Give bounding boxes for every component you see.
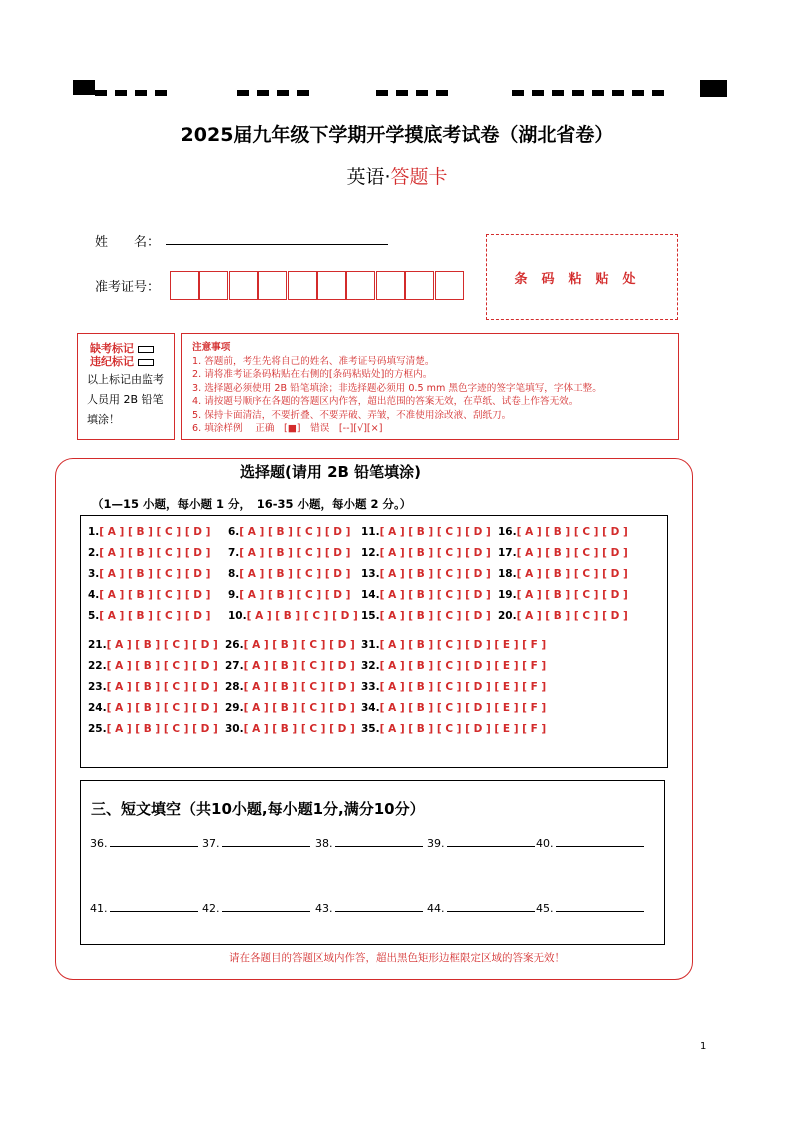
- id-digit-box[interactable]: [376, 271, 405, 300]
- choice-question[interactable]: [361, 547, 491, 559]
- answer-options[interactable]: [ A ] [ B ] [ C ] [ D ]: [516, 610, 628, 622]
- answer-options[interactable]: [ A ] [ B ] [ C ] [ D ]: [246, 610, 358, 622]
- notes-box: [181, 333, 679, 440]
- blank-line[interactable]: [222, 845, 310, 847]
- timing-dash: [155, 90, 167, 96]
- timing-dash: [416, 90, 428, 96]
- answer-options[interactable]: [ A ] [ B ] [ C ] [ D ] [ E ] [ F ]: [379, 702, 547, 714]
- answer-options[interactable]: [ A ] [ B ] [ C ] [ D ]: [243, 660, 355, 672]
- question-number: 17.: [498, 547, 517, 559]
- question-number: 23.: [88, 681, 107, 693]
- choice-question[interactable]: [225, 639, 355, 651]
- answer-options[interactable]: [ A ] [ B ] [ C ] [ D ]: [106, 660, 218, 672]
- choice-question[interactable]: [361, 702, 546, 714]
- blank-number: 45.: [536, 902, 554, 915]
- timing-dash: [592, 90, 604, 96]
- choice-question[interactable]: [228, 568, 350, 580]
- answer-options[interactable]: [ A ] [ B ] [ C ] [ D ]: [516, 526, 628, 538]
- question-number: 12.: [361, 547, 380, 559]
- choice-question[interactable]: [225, 660, 355, 672]
- answer-options[interactable]: [ A ] [ B ] [ C ] [ D ]: [243, 702, 355, 714]
- blank-line[interactable]: [335, 845, 423, 847]
- answer-options[interactable]: [ A ] [ B ] [ C ] [ D ]: [99, 568, 211, 580]
- choice-question[interactable]: [361, 610, 491, 622]
- id-digit-box[interactable]: [317, 271, 346, 300]
- choice-question[interactable]: [228, 610, 358, 622]
- choice-question[interactable]: [228, 526, 350, 538]
- question-number: 25.: [88, 723, 107, 735]
- answer-options[interactable]: [ A ] [ B ] [ C ] [ D ]: [243, 681, 355, 693]
- subject-label: 英语·: [346, 166, 391, 188]
- question-number: 14.: [361, 589, 380, 601]
- id-digit-box[interactable]: [170, 271, 199, 300]
- fill-blank-item: [427, 902, 535, 915]
- timing-dash: [512, 90, 524, 96]
- fill-blank-item: [536, 902, 644, 915]
- timing-dash: [376, 90, 388, 96]
- answer-options[interactable]: [ A ] [ B ] [ C ] [ D ] [ E ] [ F ]: [379, 639, 547, 651]
- question-number: 30.: [225, 723, 244, 735]
- timing-dash: [277, 90, 289, 96]
- id-digit-box[interactable]: [288, 271, 317, 300]
- blank-line[interactable]: [556, 910, 644, 912]
- timing-dash: [95, 90, 107, 96]
- id-digit-box[interactable]: [346, 271, 375, 300]
- answer-options[interactable]: [ A ] [ B ] [ C ] [ D ]: [516, 589, 628, 601]
- violation-mark-row: [90, 353, 154, 369]
- choice-question[interactable]: [498, 610, 628, 622]
- mark-note-1: 以上标记由监考: [87, 373, 164, 386]
- answer-options[interactable]: [ A ] [ B ] [ C ] [ D ]: [239, 589, 351, 601]
- fill-section-title: 三、短文填空（共10小题,每小题1分,满分10分）: [91, 800, 425, 818]
- answer-options[interactable]: [ A ] [ B ] [ C ] [ D ]: [243, 723, 355, 735]
- absent-mark-checkbox[interactable]: [138, 346, 154, 353]
- choice-question[interactable]: [361, 681, 546, 693]
- question-number: 22.: [88, 660, 107, 672]
- question-number: 1.: [88, 526, 100, 538]
- question-number: 10.: [228, 610, 247, 622]
- choice-question[interactable]: [88, 547, 210, 559]
- blank-number: 37.: [202, 837, 220, 850]
- choice-question[interactable]: [228, 589, 350, 601]
- choice-section-subtitle: （1—15 小题，每小题 1 分， 16-35 小题，每小题 2 分。）: [92, 497, 412, 511]
- blank-number: 44.: [427, 902, 445, 915]
- question-number: 7.: [228, 547, 240, 559]
- choice-question[interactable]: [88, 589, 210, 601]
- timing-dash: [237, 90, 249, 96]
- timing-dash: [652, 90, 664, 96]
- question-number: 33.: [361, 681, 380, 693]
- question-number: 11.: [361, 526, 380, 538]
- choice-question[interactable]: [88, 702, 218, 714]
- question-number: 13.: [361, 568, 380, 580]
- notes-title: 注意事项: [192, 342, 231, 353]
- answer-options[interactable]: [ A ] [ B ] [ C ] [ D ]: [99, 589, 211, 601]
- mark-note-3: 填涂！: [87, 413, 120, 426]
- area-warning: 请在各题目的答题区域内作答，超出黑色矩形边框限定区域的答案无效！: [229, 952, 565, 964]
- note-item: 1. 答题前，考生先将自己的姓名、准考证号码填写清楚。: [192, 356, 435, 367]
- question-number: 31.: [361, 639, 380, 651]
- question-number: 20.: [498, 610, 517, 622]
- question-number: 3.: [88, 568, 100, 580]
- answer-options[interactable]: [ A ] [ B ] [ C ] [ D ]: [379, 547, 491, 559]
- blank-number: 36.: [90, 837, 108, 850]
- answer-options[interactable]: [ A ] [ B ] [ C ] [ D ]: [239, 526, 351, 538]
- blank-line[interactable]: [556, 845, 644, 847]
- fill-blank-item: [427, 837, 535, 850]
- note-item: 2. 请将准考证条码粘贴在右侧的[条码粘贴处]的方框内。: [192, 369, 433, 380]
- answer-options[interactable]: [ A ] [ B ] [ C ] [ D ]: [379, 589, 491, 601]
- timing-dash: [115, 90, 127, 96]
- choice-question[interactable]: [88, 681, 218, 693]
- blank-line[interactable]: [110, 845, 198, 847]
- page-title: 2025届九年级下学期开学摸底考试卷（湖北省卷）: [180, 124, 614, 146]
- choice-section-title: 选择题(请用 2B 铅笔填涂): [240, 463, 422, 481]
- choice-question[interactable]: [361, 660, 546, 672]
- answer-options[interactable]: [ A ] [ B ] [ C ] [ D ]: [106, 639, 218, 651]
- mark-note-2: 人员用 2B 铅笔: [87, 393, 164, 406]
- choice-question[interactable]: [361, 639, 546, 651]
- note-item: 3. 选择题必须使用 2B 铅笔填涂；非选择题必须用 0.5 mm 黑色字迹的签字笔填写，字体工整。: [192, 383, 602, 394]
- question-number: 19.: [498, 589, 517, 601]
- card-label: 答题卡: [390, 166, 448, 188]
- id-digit-box[interactable]: [229, 271, 258, 300]
- answer-options[interactable]: [ A ] [ B ] [ C ] [ D ]: [379, 526, 491, 538]
- choice-question[interactable]: [498, 568, 628, 580]
- violation-mark-checkbox[interactable]: [138, 359, 154, 366]
- answer-options[interactable]: [ A ] [ B ] [ C ] [ D ]: [239, 547, 351, 559]
- question-number: 27.: [225, 660, 244, 672]
- timing-dash: [135, 90, 147, 96]
- blank-line[interactable]: [447, 910, 535, 912]
- timing-dash: [632, 90, 644, 96]
- fill-blank-item: [202, 902, 310, 915]
- choice-question[interactable]: [88, 568, 210, 580]
- id-digit-box[interactable]: [405, 271, 434, 300]
- choice-question[interactable]: [228, 547, 350, 559]
- choice-question[interactable]: [88, 526, 210, 538]
- question-number: 34.: [361, 702, 380, 714]
- corner-mark-left: [73, 80, 95, 95]
- answer-options[interactable]: [ A ] [ B ] [ C ] [ D ] [ E ] [ F ]: [379, 723, 547, 735]
- question-number: 15.: [361, 610, 380, 622]
- page-number: 1: [700, 1041, 707, 1052]
- question-number: 32.: [361, 660, 380, 672]
- answer-options[interactable]: [ A ] [ B ] [ C ] [ D ]: [379, 610, 491, 622]
- corner-mark-right: [700, 80, 727, 97]
- choice-question[interactable]: [498, 526, 628, 538]
- id-label: 准考证号：: [95, 280, 161, 295]
- timing-dash: [532, 90, 544, 96]
- answer-options[interactable]: [ A ] [ B ] [ C ] [ D ]: [243, 639, 355, 651]
- blank-line[interactable]: [110, 910, 198, 912]
- question-number: 2.: [88, 547, 100, 559]
- fill-blank-item: [315, 902, 423, 915]
- question-number: 18.: [498, 568, 517, 580]
- choice-question[interactable]: [225, 681, 355, 693]
- choice-question[interactable]: [361, 723, 546, 735]
- blank-line[interactable]: [447, 845, 535, 847]
- question-number: 28.: [225, 681, 244, 693]
- violation-mark-label: 违纪标记: [90, 355, 134, 368]
- timing-dash: [612, 90, 624, 96]
- choice-question[interactable]: [225, 723, 355, 735]
- fill-blank-item: [536, 837, 644, 850]
- question-number: 8.: [228, 568, 240, 580]
- blank-line[interactable]: [335, 910, 423, 912]
- timing-dash: [436, 90, 448, 96]
- answer-options[interactable]: [ A ] [ B ] [ C ] [ D ]: [99, 547, 211, 559]
- answer-options[interactable]: [ A ] [ B ] [ C ] [ D ]: [379, 568, 491, 580]
- question-number: 29.: [225, 702, 244, 714]
- answer-options[interactable]: [ A ] [ B ] [ C ] [ D ]: [516, 547, 628, 559]
- fill-blank-item: [202, 837, 310, 850]
- choice-question[interactable]: [361, 568, 491, 580]
- answer-options[interactable]: [ A ] [ B ] [ C ] [ D ]: [106, 681, 218, 693]
- timing-dash: [257, 90, 269, 96]
- answer-options[interactable]: [ A ] [ B ] [ C ] [ D ] [ E ] [ F ]: [379, 681, 547, 693]
- absent-mark-label: 缺考标记: [90, 342, 134, 355]
- answer-options[interactable]: [ A ] [ B ] [ C ] [ D ] [ E ] [ F ]: [379, 660, 547, 672]
- choice-question[interactable]: [498, 547, 628, 559]
- note-item: 5. 保持卡面清洁，不要折叠、不要弄破、弄皱，不准使用涂改液、刮纸刀。: [192, 410, 512, 421]
- question-number: 35.: [361, 723, 380, 735]
- blank-number: 41.: [90, 902, 108, 915]
- blank-number: 42.: [202, 902, 220, 915]
- question-number: 9.: [228, 589, 240, 601]
- timing-dash: [572, 90, 584, 96]
- barcode-area: 条码粘贴处: [486, 234, 678, 320]
- note-item: 4. 请按题号顺序在各题的答题区内作答，超出范围的答案无效，在草纸、试卷上作答无效。: [192, 396, 579, 407]
- answer-options[interactable]: [ A ] [ B ] [ C ] [ D ]: [239, 568, 351, 580]
- choice-question[interactable]: [88, 660, 218, 672]
- name-field[interactable]: [166, 244, 388, 245]
- answer-options[interactable]: [ A ] [ B ] [ C ] [ D ]: [99, 526, 211, 538]
- blank-number: 38.: [315, 837, 333, 850]
- choice-question[interactable]: [361, 526, 491, 538]
- timing-dash: [396, 90, 408, 96]
- subject-title: [0, 162, 794, 189]
- choice-question[interactable]: [88, 723, 218, 735]
- blank-number: 39.: [427, 837, 445, 850]
- blank-number: 40.: [536, 837, 554, 850]
- absence-mark-box: [77, 333, 175, 440]
- question-number: 21.: [88, 639, 107, 651]
- question-number: 16.: [498, 526, 517, 538]
- choice-question[interactable]: [225, 702, 355, 714]
- choice-question[interactable]: [498, 589, 628, 601]
- timing-dash: [552, 90, 564, 96]
- answer-options[interactable]: [ A ] [ B ] [ C ] [ D ]: [99, 610, 211, 622]
- id-digit-box[interactable]: [199, 271, 228, 300]
- answer-options[interactable]: [ A ] [ B ] [ C ] [ D ]: [106, 702, 218, 714]
- choice-question[interactable]: [361, 589, 491, 601]
- answer-options[interactable]: [ A ] [ B ] [ C ] [ D ]: [106, 723, 218, 735]
- answer-options[interactable]: [ A ] [ B ] [ C ] [ D ]: [516, 568, 628, 580]
- note-item: 6. 填涂样例 正确 [■] 错误 [--][√][×]: [192, 423, 383, 434]
- name-label: 姓 名：: [95, 235, 161, 250]
- choice-question[interactable]: [88, 639, 218, 651]
- id-digit-box[interactable]: [435, 271, 464, 300]
- fill-blank-item: [90, 902, 198, 915]
- question-number: 6.: [228, 526, 240, 538]
- timing-dash: [297, 90, 309, 96]
- question-number: 4.: [88, 589, 100, 601]
- question-number: 26.: [225, 639, 244, 651]
- choice-question[interactable]: [88, 610, 210, 622]
- id-digit-box[interactable]: [258, 271, 287, 300]
- fill-blank-item: [90, 837, 198, 850]
- question-number: 5.: [88, 610, 100, 622]
- question-number: 24.: [88, 702, 107, 714]
- fill-blank-item: [315, 837, 423, 850]
- blank-number: 43.: [315, 902, 333, 915]
- blank-line[interactable]: [222, 910, 310, 912]
